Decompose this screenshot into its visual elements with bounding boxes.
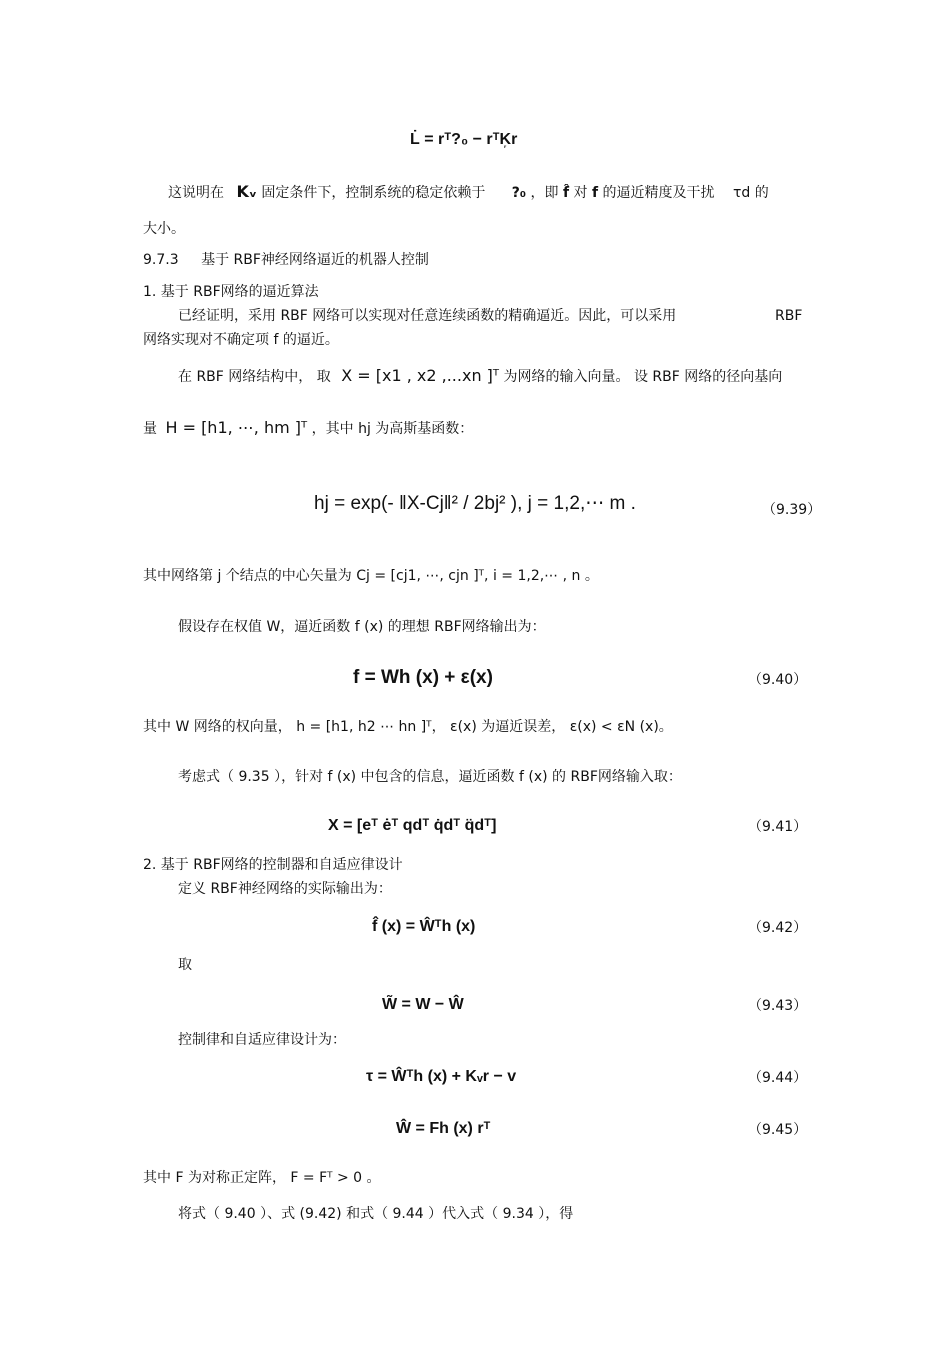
equation-number-9-44: （9.44） <box>748 1070 808 1086</box>
paragraph-weight-vector: 其中 W 网络的权向量， h = [h1, h2 ⋯ hn ]ᵀ， ε(x) 为逼近误差， ε(x) < εN (x)。 <box>143 719 673 735</box>
equation-lyapunov-derivative: L̇ = rᵀ?₀ − rᵀK᷊r <box>410 131 518 148</box>
text: 的逼近精度及干扰 <box>602 185 715 201</box>
equation-9-43: W̃ = W − Ŵ <box>382 996 464 1013</box>
paragraph-stability <box>168 182 769 203</box>
section-title: 基于 RBF神经网络逼近的机器人控制 <box>201 252 429 268</box>
equation-number-9-39: （9.39） <box>762 502 822 518</box>
section-heading <box>143 250 429 270</box>
paragraph-control-law: 控制律和自适应律设计为： <box>178 1032 346 1048</box>
equation-9-44: τ = Ŵᵀh (x) + Kᵥr − v <box>366 1068 517 1085</box>
equation-number-9-41: （9.41） <box>748 819 808 835</box>
paragraph-input-choice: 考虑式（ 9.35 ），针对 f (x) 中包含的信息，逼近函数 f (x) 的 RBF网络输入取： <box>178 769 682 785</box>
equation-x-vector: X = [x1 , x2 ,...xn ]ᵀ <box>341 366 500 385</box>
equation-number-9-42: （9.42） <box>748 920 808 936</box>
symbol-e0: ?₀ <box>511 185 527 201</box>
text: ，其中 hj 为高斯基函数： <box>311 421 474 437</box>
symbol-kv: Kᵥ <box>236 182 257 201</box>
text: ，即 <box>530 185 559 201</box>
text: 的 <box>754 185 769 201</box>
text: 这说明在 <box>168 185 224 201</box>
paragraph-input-vector <box>178 366 782 387</box>
equation-9-45: Ŵ̇ = Fh (x) rᵀ <box>396 1120 491 1137</box>
equation-9-42: f̂ (x) = Ŵᵀh (x) <box>372 918 476 935</box>
section-number: 9.7.3 <box>143 252 179 268</box>
equation-9-40: f = Wh (x) + ε(x) <box>353 667 493 688</box>
subsection-heading-1: 1. 基于 RBF网络的逼近算法 <box>143 284 319 300</box>
text: 对 <box>573 185 588 201</box>
paragraph-center-vector: 其中网络第 j 个结点的中心矢量为 Cj = [cj1, ⋯, cjn ]ᵀ, i = 1,2,⋯ , n 。 <box>143 568 599 584</box>
text: 固定条件下，控制系统的稳定依赖于 <box>261 185 486 201</box>
symbol-fhat: f̂ <box>562 185 570 201</box>
text: 量 <box>143 421 157 437</box>
equation-9-41: X = [eᵀ ėᵀ qdᵀ q̇dᵀ q̈dᵀ] <box>328 817 497 834</box>
symbol-f: f <box>591 185 599 201</box>
text: 为网络的输入向量。 设 RBF 网络的径向基向 <box>503 369 783 385</box>
paragraph-ideal-weights: 假设存在权值 W，逼近函数 f (x) 的理想 RBF网络输出为： <box>178 619 546 635</box>
paragraph-symmetric-matrix: 其中 F 为对称正定阵， F = Fᵀ > 0 。 <box>143 1170 381 1186</box>
paragraph-substitute: 将式（ 9.40 ）、式 (9.42) 和式（ 9.44 ）代入式（ 9.34 ），得 <box>178 1206 574 1222</box>
equation-number-9-43: （9.43） <box>748 998 808 1014</box>
equation-number-9-45: （9.45） <box>748 1122 808 1138</box>
paragraph-approx-rbf: RBF <box>775 308 803 324</box>
text: 在 RBF 网络结构中， 取 <box>178 369 331 385</box>
equation-9-39: hj = exp(- ‖X-Cj‖² / 2bj² ), j = 1,2,⋯ m . <box>314 493 636 514</box>
paragraph-radial-basis <box>143 418 473 439</box>
paragraph-approx-2: 网络实现对不确定项 f 的逼近。 <box>143 332 339 348</box>
symbol-tau-d: τd <box>732 185 751 201</box>
paragraph-take: 取 <box>178 957 192 973</box>
equation-number-9-40: （9.40） <box>748 672 808 688</box>
paragraph-stability-cont: 大小。 <box>143 221 185 237</box>
equation-h-vector: H = [h1, ⋯, hm ]ᵀ <box>165 418 308 437</box>
subsection-heading-2: 2. 基于 RBF网络的控制器和自适应律设计 <box>143 857 403 873</box>
paragraph-actual-output: 定义 RBF神经网络的实际输出为： <box>178 881 392 897</box>
paragraph-approx-1: 已经证明，采用 RBF 网络可以实现对任意连续函数的精确逼近。因此，可以采用 <box>178 308 677 324</box>
